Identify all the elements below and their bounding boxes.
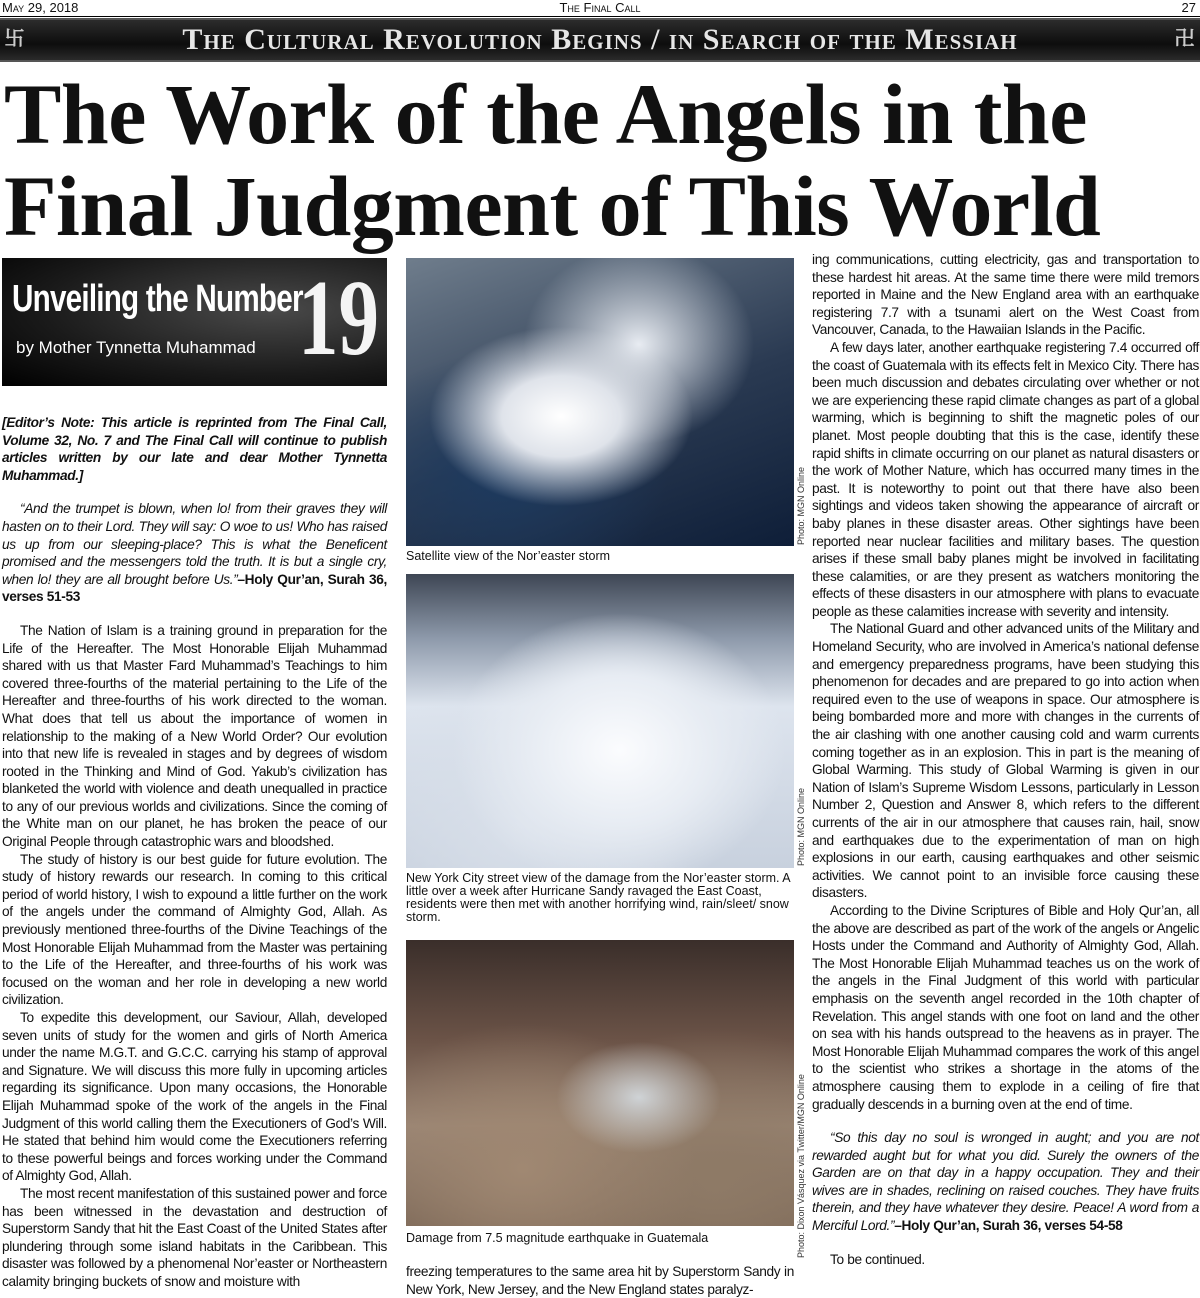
satellite-photo <box>406 258 794 546</box>
col3-paragraph-2: The National Guard and other advanced units of the Military and Homeland Security, who are involved in America’s national defense and emergency preparedness programs, have been studying this phenomenon for decades and are prepared to go into action when required even to the use of weapons in space. Our atmosphere is being bombarded more and more with changes in the currents of the air clashing with one another causing cold and warm currents coming together as in an explosion. This in part is the meaning of Global Warming. This study of Global Warming is given in our Nation of Islam’s Supreme Wisdom Lessons, particularly in Lesson Number 2, Question and Answer 8, which refers to the different currents of the air in our atmosphere that causes rain, hail, snow and earthquakes due to the experimentation of man on high explosions in our earth, causing earthquakes and other seismic activities. We cannot point to an invisible force causing these disasters. <box>812 621 1199 901</box>
closing-quote-text: “So this day no soul is wronged in aught; and you are not rewarded aught but for what you did. Surely the owners of the Garden are on that day in a happy occupation. They and their wives are in shades, reclining on raised couches. They have fruits therein, and they have whatever they desire. Peace! A word from a Merciful Lord.” <box>812 1130 1199 1234</box>
opening-quote-source: –Holy Qur’an, Surah 36, verses 51-53 <box>2 571 387 605</box>
opening-quote-text: “And the trumpet is blown, when lo! from their graves they will hasten on to their Lord. They will say: O woe to us! Who has raised us up from our sleeping-place? This is what the Beneficent promised and the messengers told the truth. It is but a single cry, when lo! they are all brought before Us.” <box>2 501 387 587</box>
photo-credit-1: Photo: MGN Online <box>796 466 806 545</box>
paper-name: The Final Call <box>559 0 641 15</box>
series-banner <box>0 18 1200 62</box>
headline-line-1: The Work of the Angels in the <box>4 66 1087 162</box>
logo-title: Unveiling the Number <box>12 278 303 320</box>
photo-credit-2: Photo: MGN Online <box>796 787 806 866</box>
col2-paragraph: freezing temperatures to the same area hit by Superstorm Sandy in New York, New Jersey, and the New England states paralyz- <box>406 1264 794 1297</box>
col3-paragraph-0: ing communications, cutting electricity, gas and transportation to these hardest hit areas. At the same time there were mild tremors reported in Maine and the New England area with an earthquake registering 7.7 with a tsunami alert on the West Coast from Vancouver, Canada, to the Hawaiian Islands in the Pacific. <box>812 252 1199 338</box>
column-logo <box>2 258 387 386</box>
headline-line-2: Final Judgment of This World <box>4 158 1101 254</box>
earthquake-photo <box>406 940 794 1226</box>
column-3 <box>812 251 1199 1268</box>
col1-paragraph-4: The most recent manifestation of this sustained power and force has been witnessed in the devastation and destruction of Superstorm Sandy that hit the East Coast of the United States after plundering through some island habitats in the Caribbean. This disaster was followed by a phenomenal Nor’easter or Northeastern calamity bringing buckets of snow and moisture with <box>2 1185 387 1289</box>
logo-number: 19 <box>298 259 379 378</box>
photo-caption-3: Damage from 7.5 magnitude earthquake in Guatemala <box>406 1231 709 1245</box>
headline <box>4 68 1200 252</box>
editors-note: [Editor’s Note: This article is reprinted from The Final Call, Volume 32, No. 7 and The Final Call will continue to publish articles written by our late and dear Mother Tynnetta Muhammad.] <box>2 415 387 483</box>
logo-byline: by Mother Tynnetta Muhammad <box>16 338 256 357</box>
ornament-right-icon: 卍 <box>1174 28 1196 50</box>
issue-date: May 29, 2018 <box>2 0 79 15</box>
closing-quote <box>812 1129 1199 1235</box>
opening-quote <box>2 500 387 606</box>
photo-credit-3: Photo: Dixon Vásquez via Twitter/MGN Online <box>796 1074 806 1258</box>
col3-paragraph-1: A few days later, another earthquake registering 7.4 occurred off the coast of Guatemala with its effects felt in Mexico City. There has been much discussion and debates circulating over whether or not we are experiencing these rapid climate changes as part of a global warming, which is beginning to shift the magnetic poles of our planet. Most people doubting that this is the case, identify these rapid shifts in climate occurring on our planet as natural disasters or the work of Mother Nature, which has occurred many times in the past. It is noteworthy to point out that there have also been sightings and videos taken showing the appearance of aircraft or baby planes in these disaster areas. Other sightings have been reported near nuclear facilities and military bases. The question arises if these small baby planes might be involved in facilitating these calamities, or are they present as watchers monitoring the effects of these disasters in our atmosphere with plans to evacuate people as these calamities increase with severity and intensity. <box>812 339 1199 619</box>
running-header <box>0 0 1200 17</box>
column-2-continuation <box>406 1263 794 1298</box>
page-number: 27 <box>1181 0 1196 15</box>
closing-quote-source: –Holy Qur’an, Surah 36, verses 54-58 <box>894 1218 1123 1234</box>
series-banner-text: The Cultural Revolution Begins / in Search of the Messiah <box>182 23 1018 56</box>
ornament-left-icon: 卐 <box>4 28 26 50</box>
column-1 <box>2 414 387 1291</box>
col1-paragraph-1: The Nation of Islam is a training ground in preparation for the Life of the Hereafter. The Most Honorable Elijah Muhammad shared with us that Master Fard Muhammad’s Teachings to him covered three-fourths of the material pertaining to the Life of the Hereafter and three-fourths of his work directed to the woman. What does that tell us about the importance of women in relationship to the making of a New World Order? Our evolution into that new life is revealed in stages and by degrees of wisdom rooted in the Thinking and Mind of God. Yakub’s civilization has blanketed the world with violence and death unequalled in practice to any of our previous worlds and civilizations. Since the coming of the White man on our planet, he has broken the peace of our Original People through catastrophic wars and bloodshed. <box>2 622 387 850</box>
snow-street-photo <box>406 574 794 868</box>
photo-caption-2: New York City street view of the damage from the Nor’easter storm. A little over a week after Hurricane Sandy ravaged the East Coast, residents were then met with another horrifying wind, rain/sleet/ snow storm. <box>406 871 790 924</box>
col3-paragraph-3: According to the Divine Scriptures of Bible and Holy Qur’an, all the above are described as part of the work of the angels or Angelic Hosts under the Command and Authority of Almighty God, Allah. The Most Honorable Elijah Muhammad teaches us on the work of the angels in the Final Judgment of this world with particular emphasis on the seventh angel recorded in the 10th chapter of Revelation. This angel stands with one foot on land and the other on sea with his hands outspread to the heavens as in prayer. The Most Honorable Elijah Muhammad compares the work of this angel to the scientist who strikes a shortage in the atoms of the atmosphere causing them to explode in a ceiling of fire that gradually descends in a burning oven at the end of time. <box>812 902 1199 1112</box>
col1-paragraph-2: The study of history is our best guide for future evolution. The study of history rewards our research. In coming to this critical period of world history, I wish to expound a little further on the work of the angels under the command of Almighty God, Allah. As previously mentioned three-fourths of the Divine Teachings of the Most Honorable Elijah Muhammad from the Master was pertaining to the Life of the Hereafter, and three-fourths of his work was focused on the woman and her role in developing a new world civilization. <box>2 851 387 1008</box>
col1-paragraph-3: To expedite this development, our Saviour, Allah, developed seven units of study for the women and girls of North America under the name M.G.T. and G.C.C. carrying his stamp of approval and Signature. We will discuss this more fully in upcoming articles regarding its significance. Upon many occasions, the Honorable Elijah Muhammad spoke of the work of the angels in the Final Judgment of this world calling them the Executioners of God’s Will. He stated that behind him would come the Executioners referring to these powerful beings and forces working under the Command of Almighty God, Allah. <box>2 1010 387 1184</box>
to-be-continued: To be continued. <box>830 1251 925 1267</box>
photo-caption-1: Satellite view of the Nor’easter storm <box>406 549 611 563</box>
